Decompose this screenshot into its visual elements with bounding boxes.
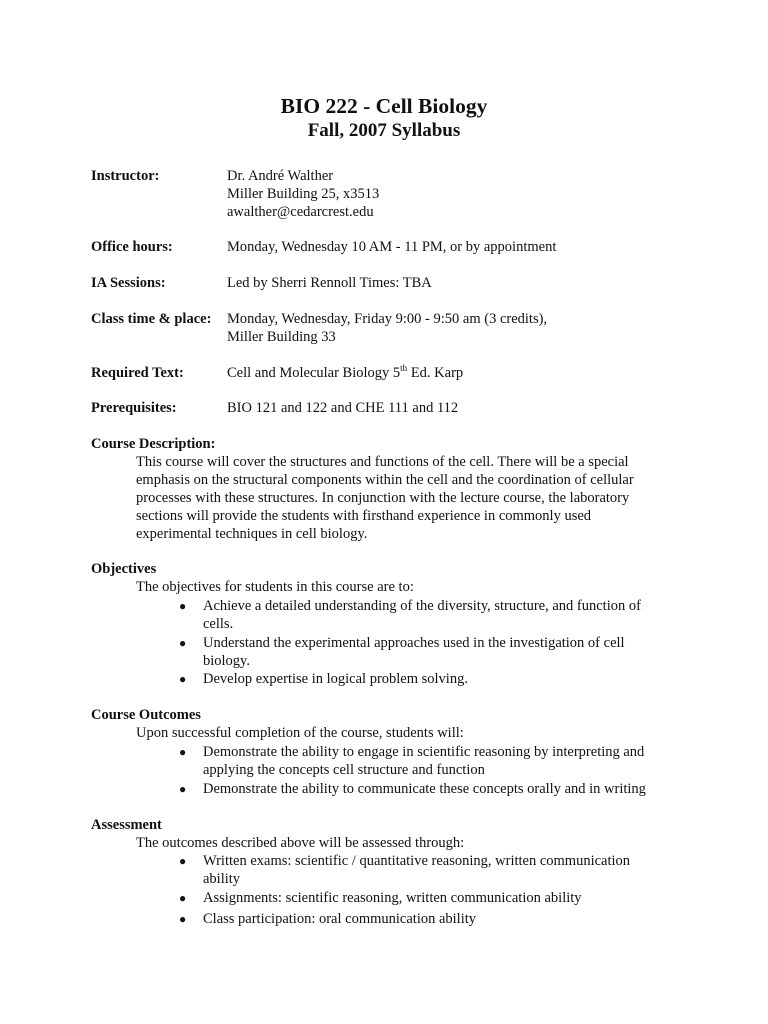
instructor-email: awalther@cedarcrest.edu [227, 204, 374, 220]
objective-text: cells. [203, 616, 234, 632]
assessment-text: Assignments: scientific reasoning, written communication ability [203, 890, 582, 906]
outcome-text: Demonstrate the ability to engage in scientific reasoning by interpreting and [203, 744, 645, 760]
assessment-text: ability [203, 871, 241, 887]
edition-superscript: th [400, 363, 408, 374]
class-time-details [227, 310, 547, 346]
class-time-schedule: Monday, Wednesday, Friday 9:00 - 9:50 am (3 credits), [227, 311, 548, 327]
assessment-heading: Assessment [91, 817, 162, 833]
bullet-icon: ● [179, 912, 187, 926]
class-time-label: Class time & place: [91, 311, 212, 327]
course-description-heading: Course Description: [91, 436, 216, 452]
prerequisites-label: Prerequisites: [91, 400, 177, 416]
objective-text: Achieve a detailed understanding of the diversity, structure, and function of [203, 598, 641, 614]
objective-text: Understand the experimental approaches used in the investigation of cell [203, 635, 625, 651]
office-hours-label: Office hours: [91, 239, 173, 255]
assessment-text: Written exams: scientific / quantitative reasoning, written communication [203, 853, 631, 869]
required-text-title: Cell and Molecular Biology 5 [227, 365, 401, 381]
instructor-office: Miller Building 25, x3513 [227, 186, 380, 202]
objective-text: biology. [203, 653, 250, 669]
required-text-edition: Ed. Karp [407, 365, 464, 381]
ia-sessions-value: Led by Sherri Rennoll Times: TBA [227, 275, 432, 291]
ia-sessions-label: IA Sessions: [91, 275, 166, 291]
description-line: emphasis on the structural components within the cell and the coordination of cellular [136, 472, 634, 488]
instructor-label: Instructor: [91, 168, 160, 184]
description-line: experimental techniques in cell biology. [136, 526, 368, 542]
objectives-intro: The objectives for students in this course are to: [136, 579, 414, 595]
instructor-name: Dr. André Walther [227, 168, 334, 184]
prerequisites-value: BIO 121 and 122 and CHE 111 and 112 [227, 400, 459, 416]
syllabus-subtitle: Fall, 2007 Syllabus [307, 120, 461, 141]
bullet-icon: ● [179, 891, 187, 905]
office-hours-value: Monday, Wednesday 10 AM - 11 PM, or by appointment [227, 239, 557, 255]
instructor-details [227, 167, 379, 221]
objectives-heading: Objectives [91, 561, 157, 577]
bullet-icon: ● [179, 854, 187, 868]
required-text-value [227, 364, 463, 382]
required-text-label: Required Text: [91, 365, 184, 381]
course-description-text [136, 453, 666, 543]
bullet-icon: ● [179, 636, 187, 650]
class-time-location: Miller Building 33 [227, 329, 336, 345]
assessment-text: Class participation: oral communication ability [203, 911, 477, 927]
objective-text: Develop expertise in logical problem solving. [203, 671, 468, 687]
outcome-text: applying the concepts cell structure and function [203, 762, 485, 778]
description-line: processes with these structures. In conjunction with the lecture course, the laboratory [136, 490, 630, 506]
outcomes-intro: Upon successful completion of the course, students will: [136, 725, 464, 741]
outcomes-heading: Course Outcomes [91, 707, 201, 723]
outcome-text: Demonstrate the ability to communicate these concepts orally and in writing [203, 781, 646, 797]
bullet-icon: ● [179, 599, 187, 613]
assessment-intro: The outcomes described above will be assessed through: [136, 835, 465, 851]
bullet-icon: ● [179, 782, 187, 796]
bullet-icon: ● [179, 672, 187, 686]
course-title: BIO 222 - Cell Biology [280, 94, 488, 118]
bullet-icon: ● [179, 745, 187, 759]
description-line: sections will provide the students with firsthand experience in commonly used [136, 508, 592, 524]
description-line: This course will cover the structures and functions of the cell. There will be a special [136, 454, 629, 470]
